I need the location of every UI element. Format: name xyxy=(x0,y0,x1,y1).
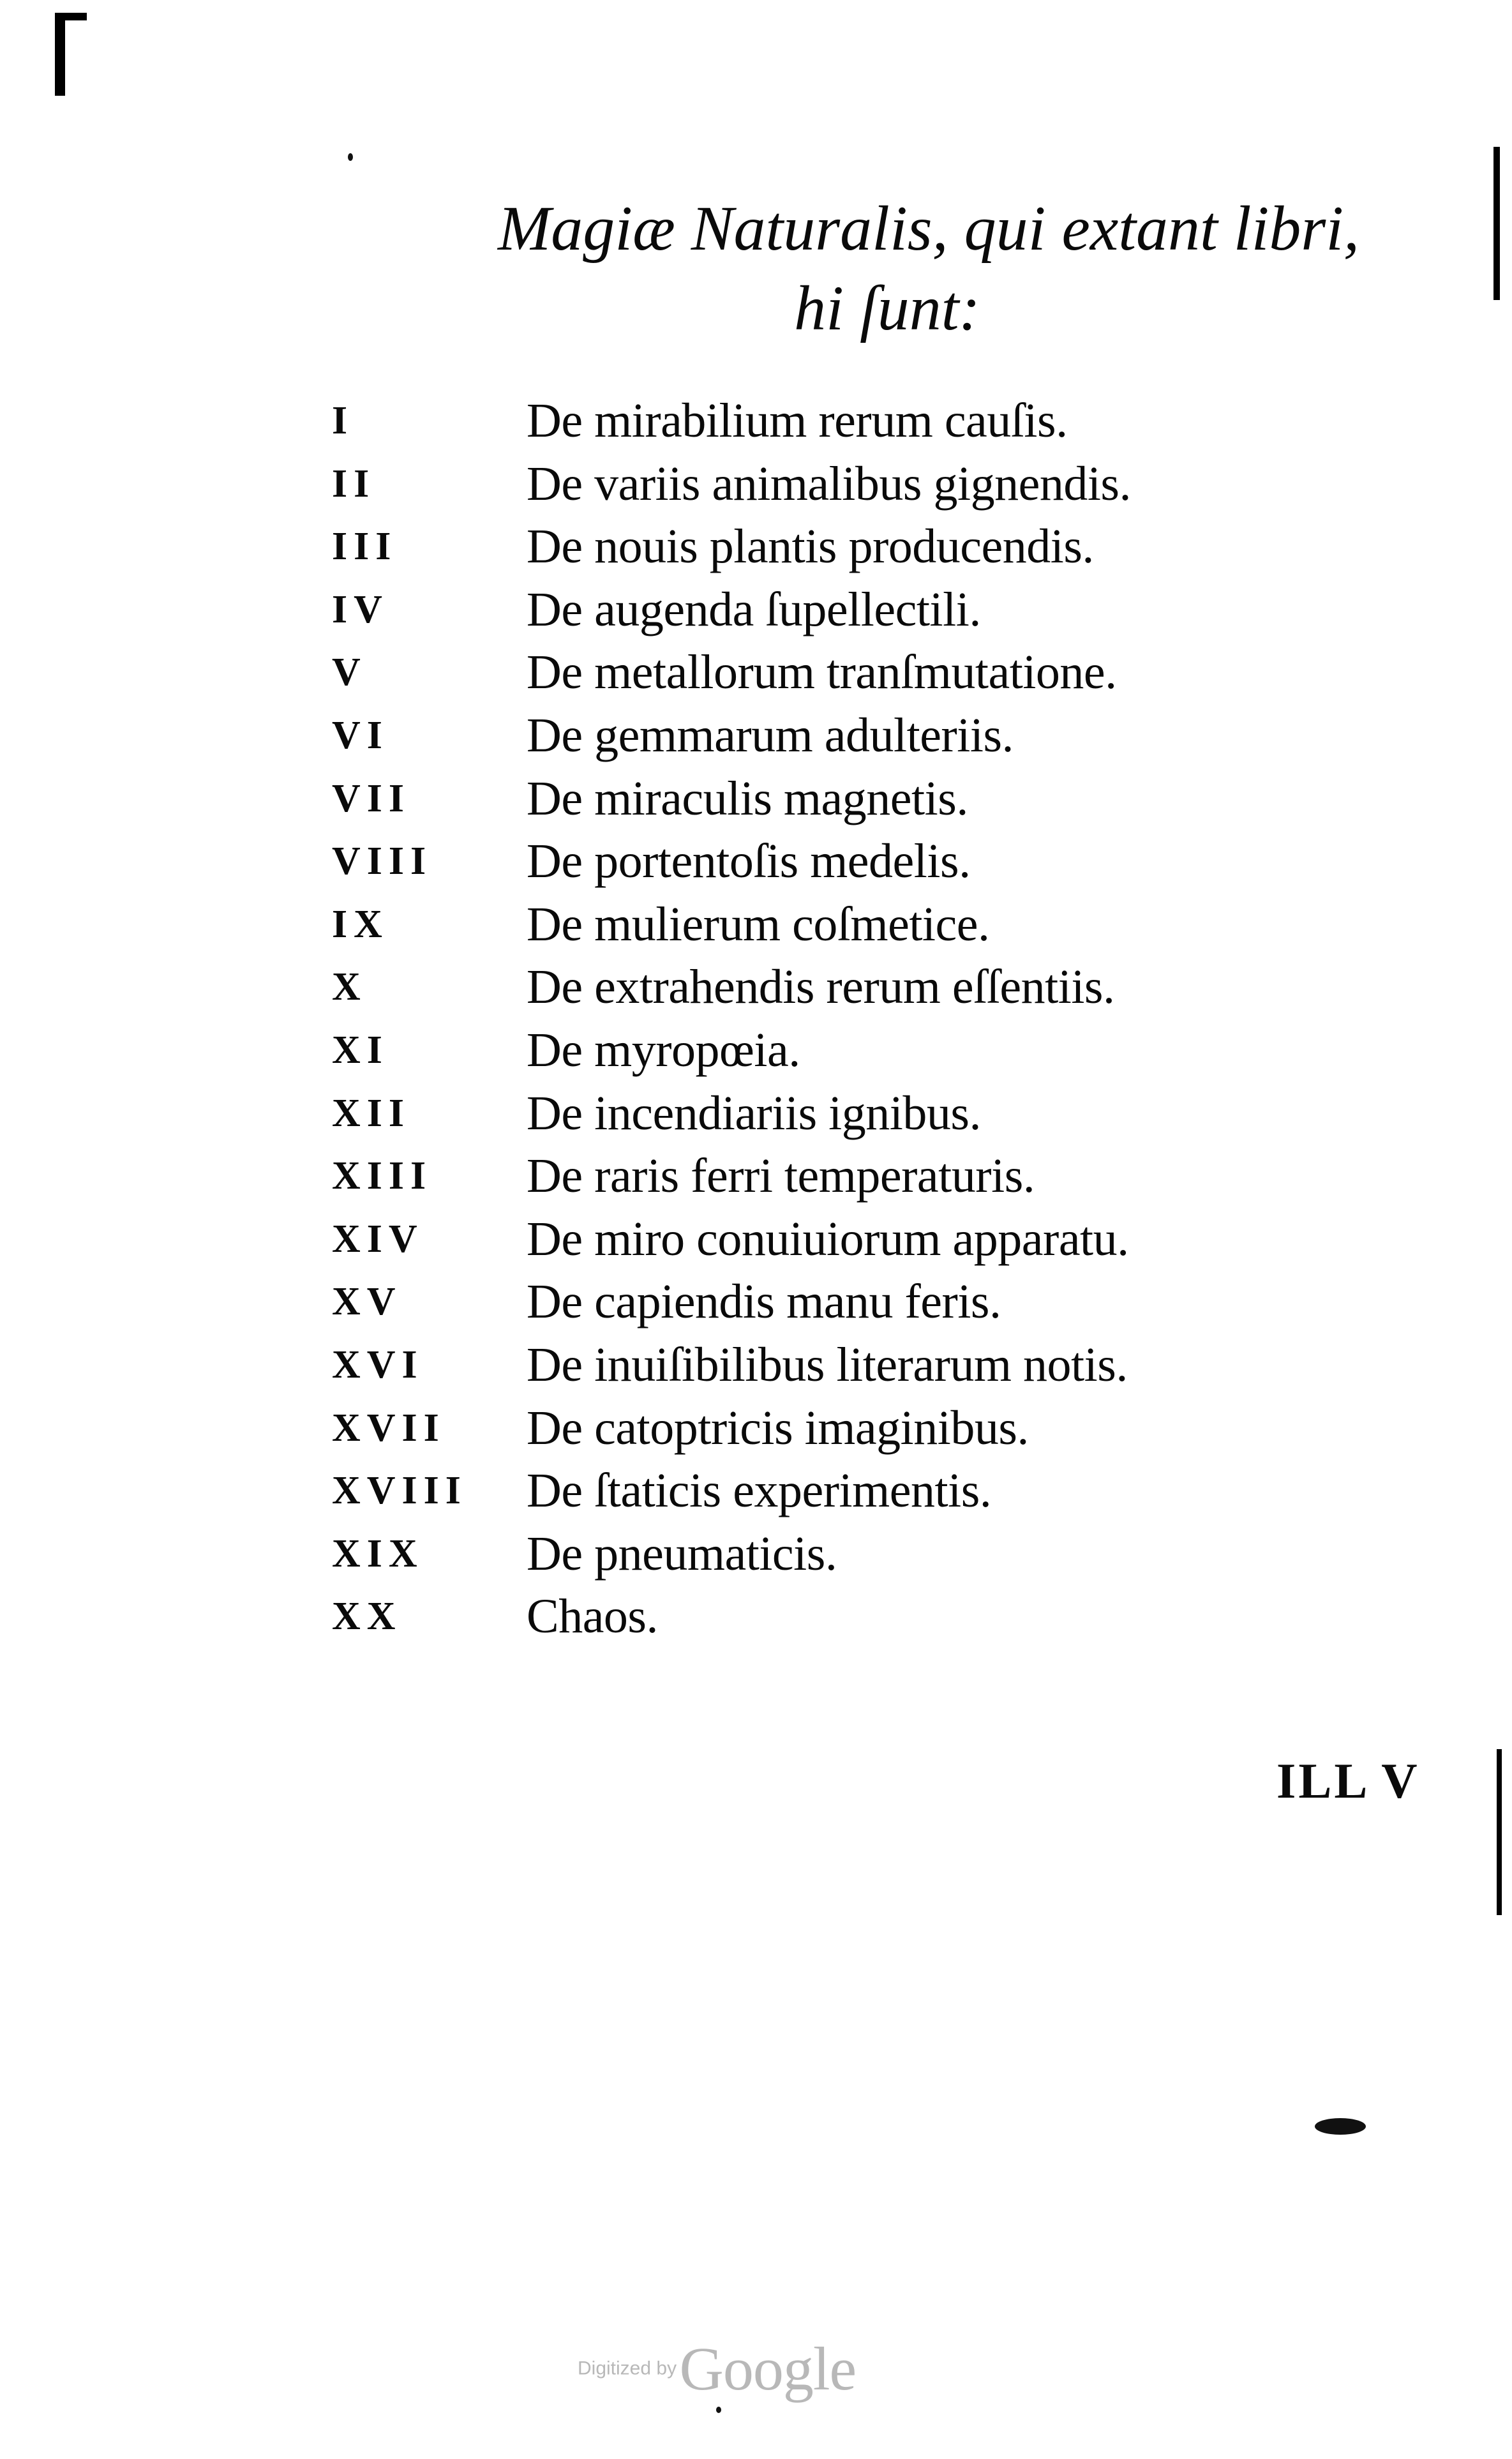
toc-entry xyxy=(332,515,1328,578)
book-title: De augenda ſupellectili. xyxy=(527,582,981,636)
digitized-by-google-watermark xyxy=(578,2333,856,2404)
book-numeral: IV xyxy=(332,587,389,631)
toc-entry xyxy=(332,956,1328,1019)
toc-entry xyxy=(332,1585,1328,1648)
book-numeral: XI xyxy=(332,1028,389,1072)
book-title: De capiendis manu feris. xyxy=(527,1275,1001,1329)
toc-entry xyxy=(332,1270,1328,1334)
book-numeral: XVII xyxy=(332,1406,445,1450)
toc-entry xyxy=(332,1459,1328,1523)
right-edge-mark xyxy=(1493,147,1500,300)
book-numeral: XX xyxy=(332,1595,402,1639)
toc-entry xyxy=(332,830,1328,893)
google-logo: Google xyxy=(679,2335,857,2403)
toc-entry xyxy=(332,389,1328,453)
book-numeral: XVIII xyxy=(332,1469,467,1513)
book-numeral: XIV xyxy=(332,1217,424,1261)
book-title: De extrahendis rerum eſſentiis. xyxy=(527,960,1115,1014)
toc-entry xyxy=(332,641,1328,704)
book-title: De pneumaticis. xyxy=(527,1526,837,1581)
book-numeral: X xyxy=(332,965,367,1009)
book-title: De mirabilium rerum cauſis. xyxy=(527,394,1068,447)
book-numeral: XVI xyxy=(332,1342,424,1387)
book-title: De metallorum tranſmutatione. xyxy=(527,645,1117,700)
watermark-prefix: Digitized by xyxy=(578,2357,677,2379)
toc-entry xyxy=(332,1145,1328,1208)
book-title: De gemmarum adulteriis. xyxy=(527,708,1014,762)
left-edge-mark-tick xyxy=(55,13,87,20)
book-numeral: VIII xyxy=(332,839,433,884)
toc-entry xyxy=(332,578,1328,642)
book-numeral: XV xyxy=(332,1280,402,1324)
book-title: De incendiariis ignibus. xyxy=(527,1086,981,1140)
toc-entry xyxy=(332,1397,1328,1460)
book-numeral: XIX xyxy=(332,1531,424,1575)
book-title: De mulierum coſmetice. xyxy=(527,897,990,951)
toc-entry xyxy=(332,1082,1328,1145)
book-numeral: V xyxy=(332,650,367,695)
toc-entry xyxy=(332,767,1328,831)
book-title: De miraculis magnetis. xyxy=(527,771,968,825)
book-numeral: VII xyxy=(332,776,411,820)
book-title: De miro conuiuiorum apparatu. xyxy=(527,1212,1129,1266)
book-numeral: XII xyxy=(332,1091,411,1135)
book-title: De myropœia. xyxy=(527,1023,800,1077)
right-edge-mark-lower xyxy=(1497,1749,1502,1915)
book-title: De catoptricis imaginibus. xyxy=(527,1401,1029,1455)
book-title: De inuiſibilibus literarum notis. xyxy=(527,1337,1128,1392)
book-numeral: XIII xyxy=(332,1154,433,1198)
toc-entry xyxy=(332,893,1328,956)
book-title: De portentoſis medelis. xyxy=(527,834,971,889)
book-title: De variis animalibus gignendis. xyxy=(527,456,1132,511)
book-title: De ſtaticis experimentis. xyxy=(527,1464,992,1518)
toc-entry xyxy=(332,1208,1328,1271)
book-numeral: I xyxy=(332,399,354,442)
heading-line-2: hi ſunt: xyxy=(794,273,980,343)
toc-entry xyxy=(332,1334,1328,1397)
table-of-contents xyxy=(332,389,1328,1648)
book-title: De raris ferri temperaturis. xyxy=(527,1149,1035,1203)
signature-mark: ILL V xyxy=(1276,1753,1420,1809)
book-title: Chaos. xyxy=(527,1590,658,1644)
book-title: De nouis plantis producendis. xyxy=(527,520,1094,574)
book-numeral: III xyxy=(332,525,398,569)
ink-blot xyxy=(1315,2118,1366,2135)
book-numeral: II xyxy=(332,462,376,506)
left-edge-mark xyxy=(55,13,65,96)
toc-entry xyxy=(332,1019,1328,1082)
heading-line-1: Magiæ Naturalis, qui extant libri, xyxy=(498,193,1360,264)
book-numeral: IX xyxy=(332,902,389,946)
toc-entry xyxy=(332,704,1328,767)
book-numeral: VI xyxy=(332,713,389,757)
toc-entry xyxy=(332,453,1328,516)
ink-speck xyxy=(348,153,353,161)
contents-heading xyxy=(498,188,1379,348)
ink-speck xyxy=(716,2407,721,2413)
toc-entry xyxy=(332,1523,1328,1586)
